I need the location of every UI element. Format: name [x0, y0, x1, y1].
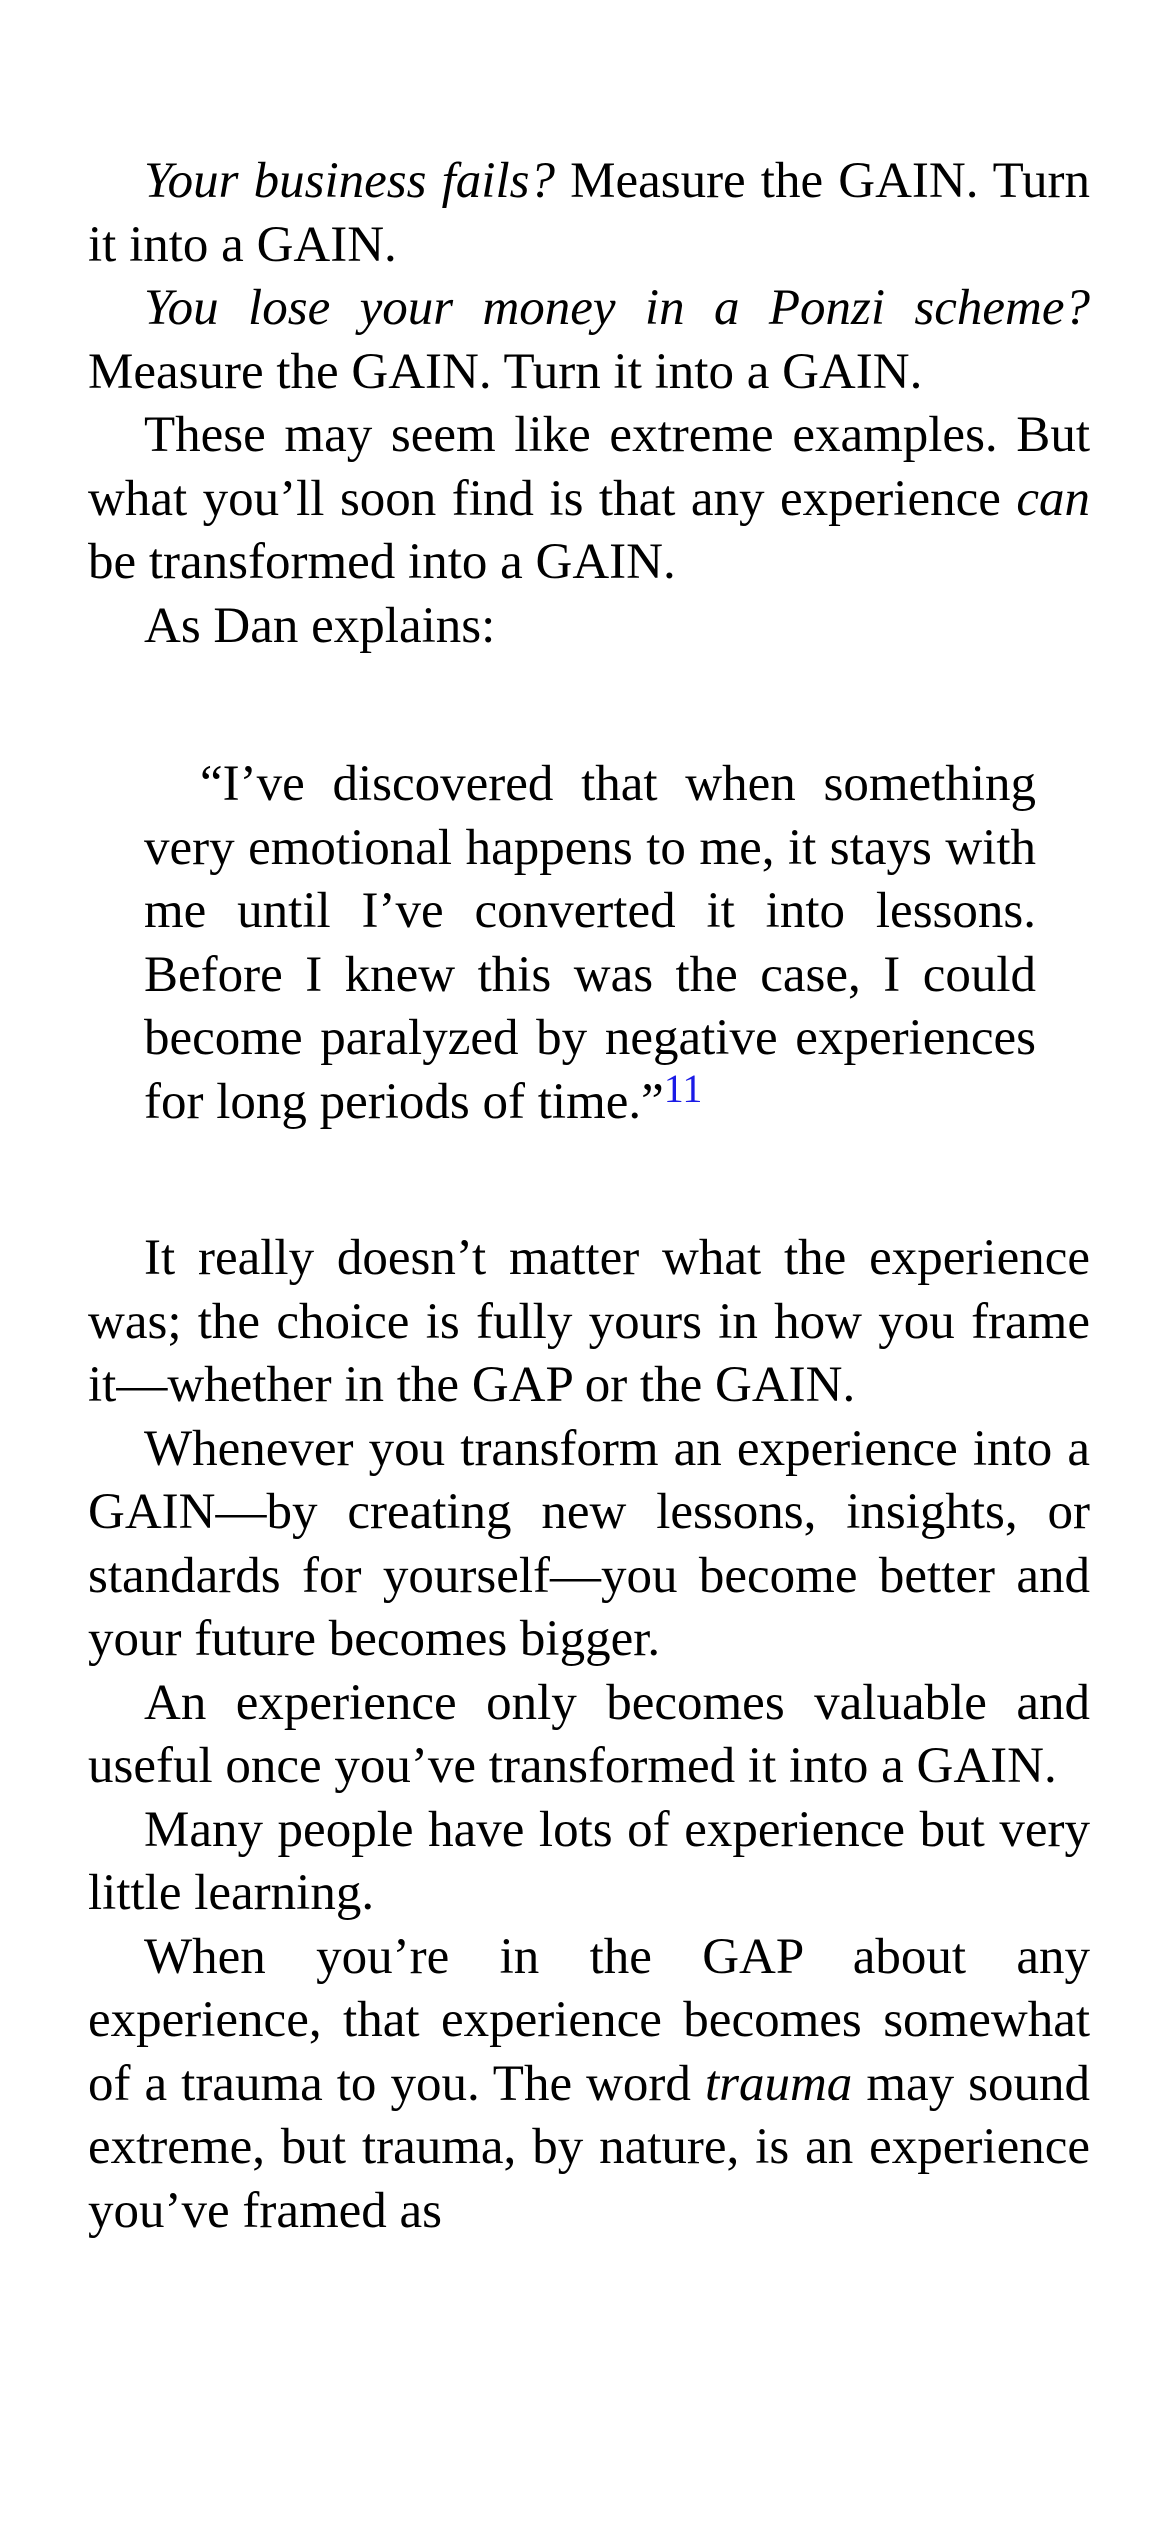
paragraph-text: Measure the GAIN. Turn it into a GAIN. — [88, 153, 1091, 273]
paragraph-text: be transformed into a GAIN. — [88, 534, 676, 590]
paragraph-ponzi-scheme — [88, 277, 1090, 404]
paragraph-business-fails — [88, 150, 1090, 277]
paragraph-text: When you’re in the GAP about any experience, that experience becomes somewhat of a trauma to you. The word — [88, 1928, 1090, 2112]
paragraph-trauma — [88, 1926, 1090, 2244]
footnote-link[interactable]: 11 — [663, 1065, 703, 1111]
paragraph-text: Measure the GAIN. Turn it into a GAIN. — [88, 343, 923, 400]
paragraph-experience-choice: It really doesn’t matter what the experience was; the choice is fully yours in how you frame it—whether in the GAP or the GAIN. — [88, 1230, 1090, 1413]
paragraph-little-learning: Many people have lots of experience but very little learning. — [88, 1801, 1090, 1921]
italic-phrase: Your business fails? — [144, 153, 555, 209]
quote-text: “I’ve discovered that when something very emotional happens to me, it stays with me until I’ve converted it into lessons. Before I knew this was the case, I could become paralyzed by negative experiences for long periods of time.” — [144, 756, 1036, 1130]
italic-word-trauma: trauma — [704, 2055, 853, 2112]
block-quote — [144, 753, 1036, 1134]
paragraph-transform-experience: Whenever you transform an experience into a GAIN—by creating new lessons, insights, or standards for yourself—you become better and your future becomes bigger. — [88, 1420, 1090, 1667]
paragraph-dan-explains — [88, 595, 1090, 659]
paragraph-text: These may seem like extreme examples. But what you’ll soon find is that any experience — [88, 407, 1090, 527]
italic-word-can: can — [1016, 470, 1090, 527]
paragraph-valuable-useful: An experience only becomes valuable and useful once you’ve transformed it into a GAIN. — [88, 1674, 1090, 1794]
italic-phrase: You lose your money in a Ponzi scheme? — [144, 280, 1090, 336]
paragraph-extreme-examples — [88, 404, 1090, 595]
paragraph-text: may sound extreme, but trauma, by nature, is an experience you’ve framed as — [88, 2055, 1090, 2239]
paragraph-text: As Dan explains: — [144, 597, 496, 654]
reader-page — [88, 150, 1090, 2243]
